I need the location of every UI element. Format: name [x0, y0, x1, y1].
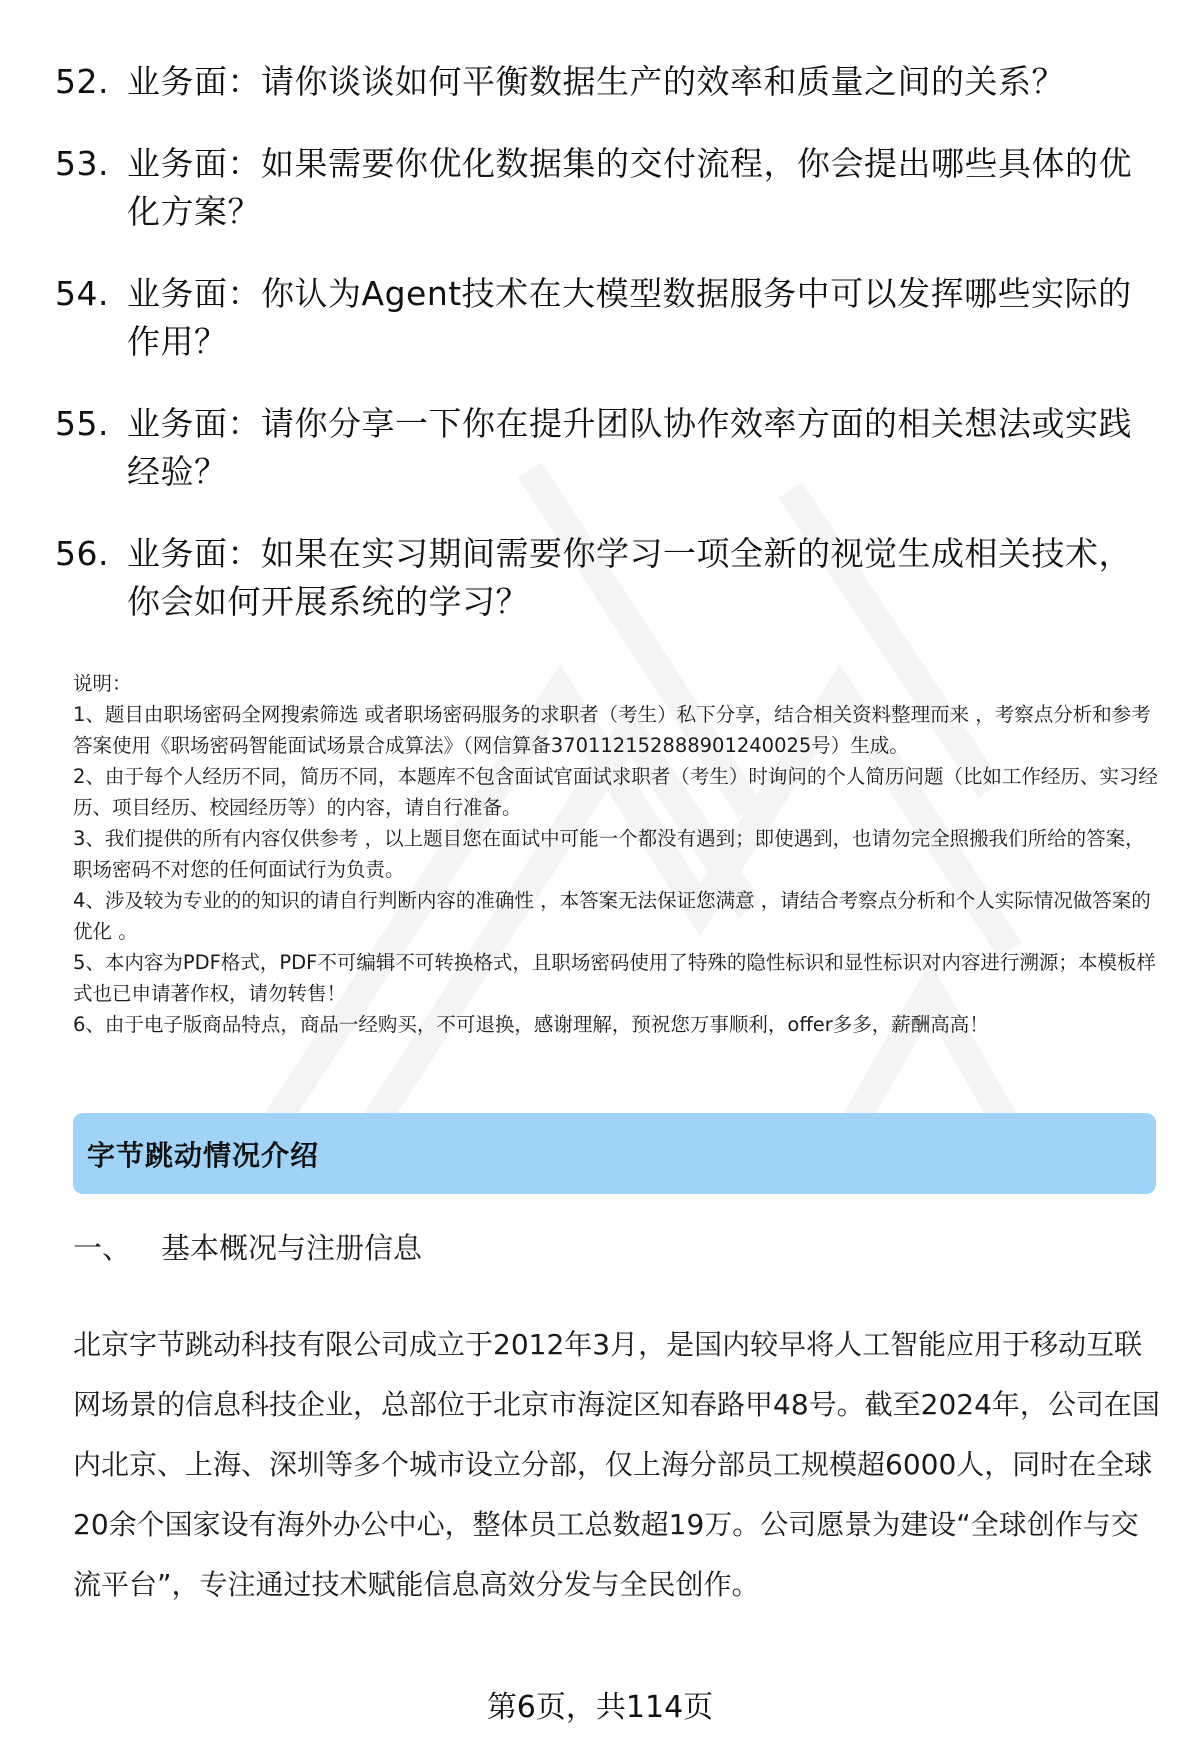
question-number: 54.	[55, 274, 109, 313]
question-text: 业务面：如果在实习期间需要你学习一项全新的视觉生成相关技术，你会如何开展系统的学习？	[127, 534, 1132, 621]
note-item: 2、由于每个人经历不同，简历不同，本题库不包含面试官面试求职者（考生）时询问的个人简历问题（比如工作经历、实习经历、项目经历、校园经历等）的内容，请自行准备。	[73, 765, 1158, 819]
question-item	[55, 140, 1155, 236]
section-banner	[73, 1113, 1156, 1194]
subheading	[73, 1228, 422, 1268]
question-item	[55, 530, 1155, 626]
question-number: 56.	[55, 534, 109, 573]
disclaimer-notes	[73, 668, 1163, 1040]
question-item	[55, 58, 1155, 106]
note-item: 6、由于电子版商品特点，商品一经购买，不可退换，感谢理解，预祝您万事顺利，offer多多，薪酬高高！	[73, 1013, 989, 1036]
note-item: 5、本内容为PDF格式，PDF不可编辑不可转换格式，且职场密码使用了特殊的隐性标识和显性标识对内容进行溯源；本模板样式也已申请著作权，请勿转售！	[73, 951, 1156, 1005]
subheading-text: 基本概况与注册信息	[161, 1231, 423, 1265]
question-text: 业务面：请你分享一下你在提升团队协作效率方面的相关想法或实践经验？	[127, 404, 1132, 491]
question-text: 业务面：如果需要你优化数据集的交付流程，你会提出哪些具体的优化方案？	[127, 144, 1132, 231]
question-item	[55, 400, 1155, 496]
note-item: 3、我们提供的所有内容仅供参考 ，以上题目您在面试中可能一个都没有遇到；即使遇到，也请勿完全照搬我们所给的答案，职场密码不对您的任何面试行为负责。	[73, 827, 1145, 881]
question-text: 业务面：请你谈谈如何平衡数据生产的效率和质量之间的关系？	[127, 62, 1065, 101]
company-intro-paragraph: 北京字节跳动科技有限公司成立于2012年3月，是国内较早将人工智能应用于移动互联网场景的信息科技企业，总部位于北京市海淀区知春路甲48号。截至2024年，公司在国内北京、上海、深圳等多个城市设立分部，仅上海分部员工规模超6000人，同时在全球20余个国家设有海外办公中心，整体员工总数超19万。公司愿景为建设“全球创作与交流平台”，专注通过技术赋能信息高效分发与全民创作。	[73, 1328, 1160, 1601]
question-number: 55.	[55, 404, 109, 443]
question-text: 业务面：你认为Agent技术在大模型数据服务中可以发挥哪些实际的作用？	[127, 274, 1132, 361]
note-item: 4、涉及较为专业的的知识的请自行判断内容的准确性 ，本答案无法保证您满意 ，请结合考察点分析和个人实际情况做答案的优化 。	[73, 889, 1151, 943]
note-item: 1、题目由职场密码全网搜索筛选 或者职场密码服务的求职者（考生）私下分享，结合相关资料整理而来 ，考察点分析和参考答案使用《职场密码智能面试场景合成算法》（网信算备370112152888901240025号）生成。	[73, 703, 1151, 757]
question-number: 52.	[55, 62, 109, 101]
question-number: 53.	[55, 144, 109, 183]
question-item	[55, 270, 1155, 366]
subheading-marker: 一、	[73, 1231, 132, 1265]
notes-title: 说明：	[73, 672, 132, 695]
page-number: 第6页，共114页	[486, 1690, 714, 1725]
section-title: 字节跳动情况介绍	[87, 1138, 320, 1172]
question-list	[55, 58, 1155, 660]
